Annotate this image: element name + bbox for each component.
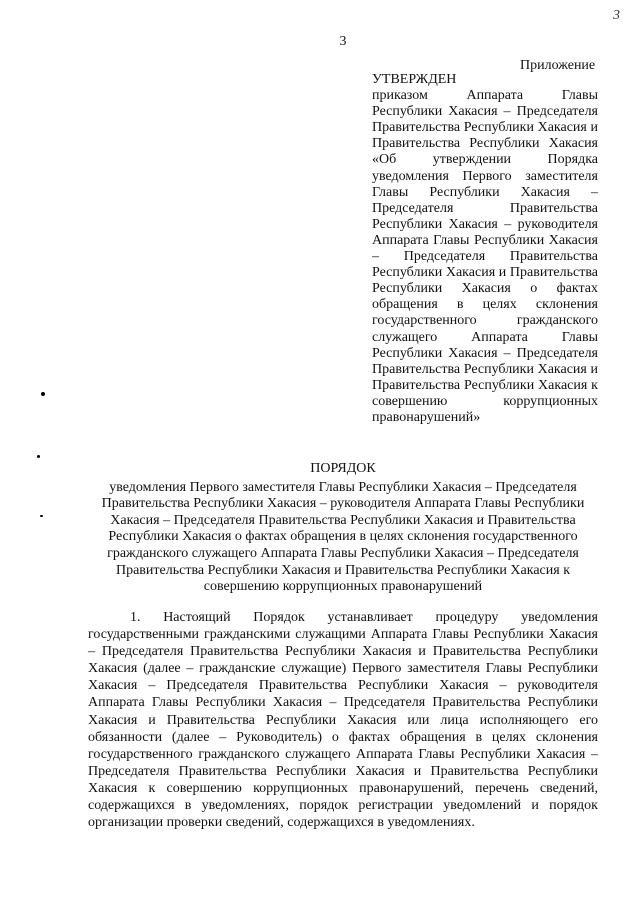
scan-speck xyxy=(37,455,40,458)
page-number: 3 xyxy=(339,34,347,49)
approval-heading: УТВЕРЖДЕН xyxy=(372,72,457,87)
corner-page-number: 3 xyxy=(613,8,620,23)
approval-block xyxy=(372,72,598,426)
document-title-block xyxy=(88,461,598,596)
scan-speck xyxy=(41,392,45,396)
document-subtitle: уведомления Первого заместителя Главы Республики Хакасия – Председателя Правительства Республики Хакасия – руководителя Аппарата Главы Республики Хакасия – Председателя Правительства Республики Хакасия и Правительства Республики Хакасия о фактах обращения в целях склонения государственного гражданского служащего Аппарата Главы Республики Хакасия – Председателя Правительства Республики Хакасия и Правительства Республики Хакасия к совершению коррупционных правонарушений xyxy=(101,479,585,595)
scan-speck xyxy=(40,515,43,517)
document-title: ПОРЯДОК xyxy=(310,461,376,476)
paragraph-1: 1. Настоящий Порядок устанавливает процедуру уведомления государственными гражданскими служащими Аппарата Главы Республики Хакасия – Председателя Правительства Республики Хакасия и Правительства Республики Хакасия (далее – гражданские служащие) Первого заместителя Главы Республики Хакасия – Председателя Правительства Республики Хакасия – руководителя Аппарата Главы Республики Хакасия – Председателя Правительства Республики Хакасия и Правительства Республики Хакасия или лица исполняющего его обязанности (далее – Руководитель) о фактах обращения в целях склонения государственного гражданского служащего Аппарата Главы Республики Хакасия – Председателя Правительства Республики Хакасия и Правительства Республики Хакасия к совершению коррупционных правонарушений, перечень сведений, содержащихся в уведомлениях, порядок регистрации уведомлений и порядок организации проверки сведений, содержащихся в уведомлениях. xyxy=(88,610,598,831)
approval-text: приказом Аппарата Главы Республики Хакасия – Председателя Правительства Республики Хакасия и Правительства Республики Хакасия «Об утверждении Порядка уведомления Первого заместителя Главы Республики Хакасия – Председателя Правительства Республики Хакасия – руководителя Аппарата Главы Республики Хакасия – Председателя Правительства Республики Хакасия и Правительства Республики Хакасия о фактах обращения в целях склонения государственного гражданского служащего Аппарата Главы Республики Хакасия – Председателя Правительства Республики Хакасия и Правительства Республики Хакасия к совершению коррупционных правонарушений» xyxy=(372,88,598,425)
appendix-label: Приложение xyxy=(520,58,596,73)
